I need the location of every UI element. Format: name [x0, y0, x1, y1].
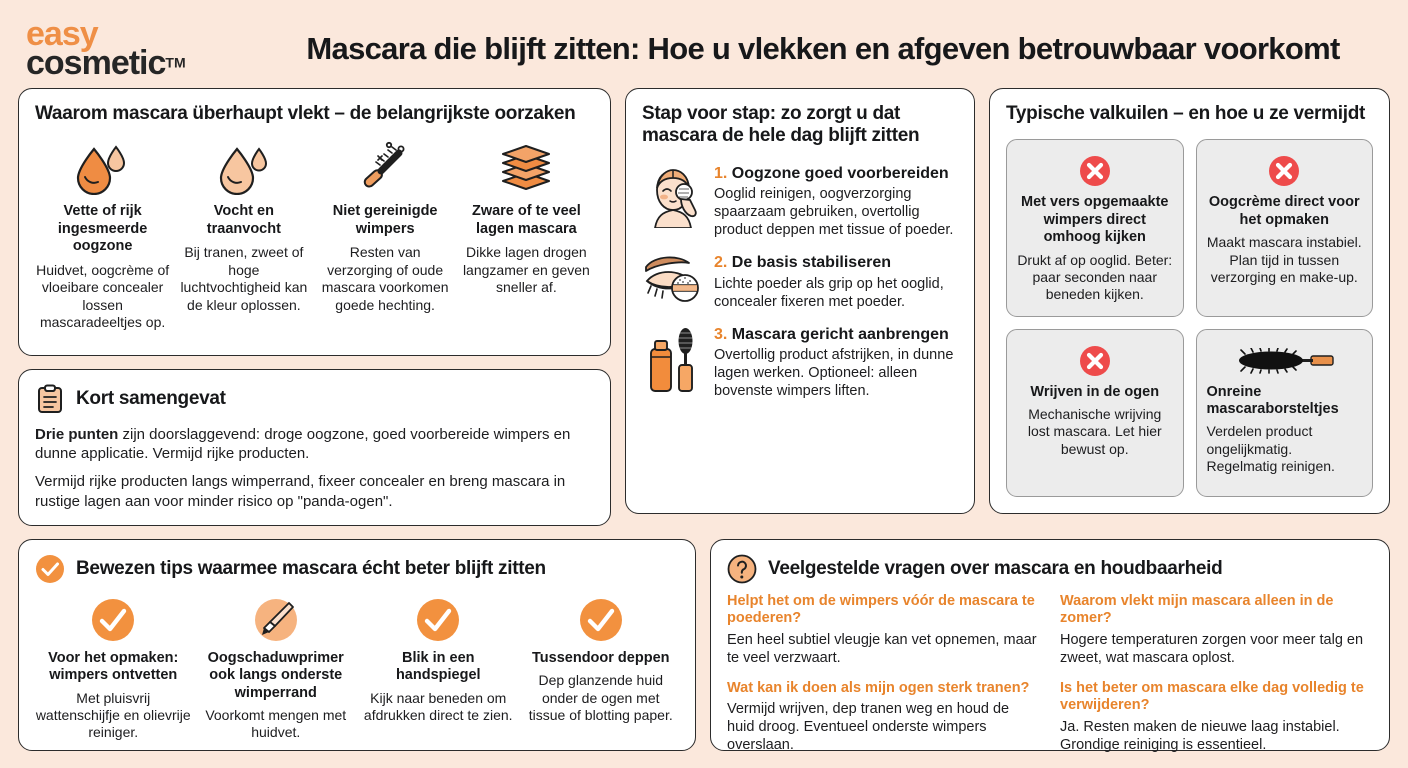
faq-card — [710, 539, 1390, 754]
summary-lead-rest: zijn doorslaggevend: droge oogzone, goed voorbereide wimpers en dunne applicatie. Vermijd rijke producten. — [35, 426, 571, 463]
steps-title: Stap voor stap: zo zorgt u dat mascara de hele dag blijft zitten — [642, 103, 920, 147]
faq-item — [1060, 593, 1373, 676]
step-heading — [714, 253, 958, 272]
step-heading-text: Oogzone goed voorbereiden — [731, 164, 949, 182]
brand-logo-line2 — [26, 44, 266, 82]
pitfall-item — [1196, 139, 1374, 316]
step-text-block — [714, 164, 958, 240]
tip-item — [523, 594, 680, 742]
tip-text: Met pluisvrij wattenschijfje en olievrije reiniger. — [35, 689, 191, 741]
steps-list — [642, 164, 958, 401]
faq-answer: Een heel subtiel vleugje kan vet opnemen, maar te veel verzwaart. — [727, 631, 1037, 666]
bottom-row — [18, 539, 1390, 754]
cause-item — [176, 139, 311, 331]
left-column — [18, 88, 611, 526]
cause-text: Dikke lagen drogen langzamer en geven sneller af. — [462, 244, 590, 296]
cause-heading: Vocht en traanvocht — [206, 203, 281, 237]
faq-question: Wat kan ik doen als mijn ogen sterk tranen? — [727, 679, 1030, 696]
tip-item — [360, 594, 517, 742]
pitfall-text: Mechanische wrijving lost mascara. Let hier bewust op. — [1027, 406, 1162, 457]
pitfall-item — [1196, 329, 1374, 497]
pitfall-item — [1006, 139, 1184, 316]
tips-header — [35, 554, 679, 584]
clipboard-icon — [35, 384, 65, 414]
summary-title: Kort samengevat — [76, 387, 226, 409]
cause-text: Bij tranen, zweet of hoge luchtvochtigheid kan de kleur oplossen. — [180, 244, 308, 313]
check-circle-icon — [360, 594, 517, 646]
step-heading — [714, 325, 958, 344]
cause-heading: Vette of rijk ingesmeerde oogzone — [57, 203, 148, 255]
tip-heading: Oogschaduwprimer ook langs onderste wimperrand — [207, 649, 344, 701]
pitfall-heading: Oogcrème direct voor het opmaken — [1208, 194, 1360, 228]
brand-cosmetic-text: cosmetic — [26, 44, 166, 82]
cause-heading: Niet gereinigde wimpers — [332, 203, 438, 237]
summary-card — [18, 369, 611, 526]
cause-text: Resten van verzorging of oude mascara voorkomen goede hechting. — [321, 244, 449, 313]
causes-grid — [35, 139, 594, 331]
step-description: Ooglid reinigen, oogverzorging spaarzaam gebruiken, overtollig product deppen met tissue of poeder. — [714, 186, 954, 239]
faq-answer: Hogere temperaturen zorgen voor meer talg en zweet, wat mascara oplost. — [1060, 631, 1364, 666]
error-x-icon — [1017, 150, 1173, 192]
check-circle-icon — [523, 594, 680, 646]
tips-title: Bewezen tips waarmee mascara écht beter blijft zitten — [76, 557, 546, 579]
eyelid-powder-icon — [642, 253, 704, 310]
faq-question: Is het beter om mascara elke dag volledig te verwijderen? — [1060, 679, 1364, 714]
tip-item — [198, 594, 355, 742]
step-item — [642, 164, 958, 240]
tip-heading: Blik in een handspiegel — [395, 649, 481, 684]
step-heading-text: De basis stabiliseren — [731, 254, 891, 272]
faq-question: Helpt het om de wimpers vóór de mascara te poederen? — [727, 592, 1035, 627]
faq-answer: Vermijd wrijven, dep tranen weg en houd de huid droog. Eventueel onderste wimpers overslaan. — [727, 701, 1010, 754]
check-badge-icon — [35, 554, 65, 584]
tip-heading: Voor het opmaken: wimpers ontvetten — [48, 649, 179, 684]
step-heading — [714, 164, 958, 183]
pitfall-text: Verdelen product ongelijkmatig. Regelmatig reinigen. — [1206, 423, 1335, 475]
tip-heading: Tussendoor deppen — [532, 649, 670, 666]
tips-card — [18, 539, 696, 751]
makeup-brush-icon — [198, 594, 355, 646]
tip-text: Dep glanzende huid onder de ogen met tissue of blotting paper. — [528, 672, 673, 723]
faq-header — [727, 554, 1373, 584]
pitfalls-card — [989, 88, 1390, 514]
tip-text: Kijk naar beneden om afdrukken direct te zien. — [363, 689, 513, 723]
step-number: 3. — [714, 325, 728, 343]
error-x-icon — [1017, 340, 1173, 382]
summary-paragraph: Vermijd rijke producten langs wimperrand, fixeer concealer en breng mascara in rustige lagen aan voor minder risico op "panda-ogen". — [35, 473, 566, 510]
faq-grid — [727, 593, 1373, 764]
faq-item — [727, 593, 1040, 676]
causes-title: Waarom mascara überhaupt vlekt – de belangrijkste oorzaken — [35, 103, 576, 124]
pitfall-heading: Wrijven in de ogen — [1030, 383, 1160, 400]
pitfalls-grid — [1006, 139, 1373, 496]
brand-easy-text: easy — [26, 14, 98, 53]
mascara-wand-icon — [1207, 340, 1363, 382]
water-drop-icon — [176, 139, 311, 195]
pitfall-heading: Onreine mascaraborsteltjes — [1206, 383, 1339, 418]
error-x-icon — [1207, 150, 1363, 192]
cause-item — [35, 139, 170, 331]
step-text-block — [714, 253, 958, 310]
right-column — [989, 88, 1390, 526]
tips-grid — [35, 594, 679, 742]
step-text-block — [714, 325, 958, 401]
tip-item — [35, 594, 192, 742]
causes-card — [18, 88, 611, 356]
step-heading-text: Mascara gericht aanbrengen — [731, 325, 949, 343]
faq-item — [727, 680, 1040, 764]
tip-text: Voorkomt mengen met huidvet. — [205, 706, 347, 741]
mascara-tube-icon — [642, 325, 704, 401]
question-badge-icon — [727, 554, 757, 584]
summary-lead — [35, 425, 594, 463]
brand-logo — [18, 14, 266, 82]
step-number: 1. — [714, 164, 728, 182]
cause-text: Huidvet, oogcrème of vloeibare concealer lossen mascaradeeltjes op. — [36, 261, 170, 331]
pitfall-item — [1006, 329, 1184, 497]
faq-question: Waarom vlekt mijn mascara alleen in de zomer? — [1060, 592, 1334, 627]
pitfall-heading: Met vers opgemaakte wimpers direct omhoog kijken — [1021, 194, 1169, 246]
step-item — [642, 325, 958, 401]
steps-card — [625, 88, 975, 514]
brand-trademark-text: TM — [165, 54, 186, 71]
cause-item — [459, 139, 594, 331]
pitfall-text: Drukt af op ooglid. Beter: paar seconden naar beneden kijken. — [1017, 251, 1173, 303]
step-description: Lichte poeder als grip op het ooglid, concealer fixeren met poeder. — [714, 275, 944, 310]
cause-item — [318, 139, 453, 331]
faq-item — [1060, 680, 1373, 764]
summary-header — [35, 384, 594, 414]
summary-lead-bold: Drie punten — [35, 426, 119, 443]
summary-body — [35, 425, 594, 511]
step-number: 2. — [714, 254, 728, 272]
page-header — [18, 10, 1390, 88]
faq-answer: Ja. Resten maken de nieuwe laag instabiel. Grondige reiniging is essentieel. — [1060, 718, 1340, 753]
step-description: Overtollig product afstrijken, in dunne lagen werken. Optioneel: alleen bovenste wimpers liften. — [714, 347, 954, 400]
dirty-brush-icon — [318, 139, 453, 195]
check-circle-icon — [35, 594, 192, 646]
oil-drop-icon — [35, 139, 170, 195]
face-cleansing-icon — [642, 164, 704, 240]
pitfall-text: Maakt mascara instabiel. Plan tijd in tussen verzorging en make-up. — [1206, 234, 1362, 285]
layers-icon — [459, 139, 594, 195]
pitfalls-title: Typische valkuilen – en hoe u ze vermijdt — [1006, 103, 1366, 124]
step-item — [642, 253, 958, 310]
faq-title: Veelgestelde vragen over mascara en houdbaarheid — [768, 557, 1223, 579]
page-title: Mascara die blijft zitten: Hoe u vlekken en afgeven betrouwbaar voorkomt — [306, 31, 1340, 66]
top-row — [18, 88, 1390, 526]
middle-column — [625, 88, 975, 526]
cause-heading: Zware of te veel lagen mascara — [471, 203, 581, 237]
